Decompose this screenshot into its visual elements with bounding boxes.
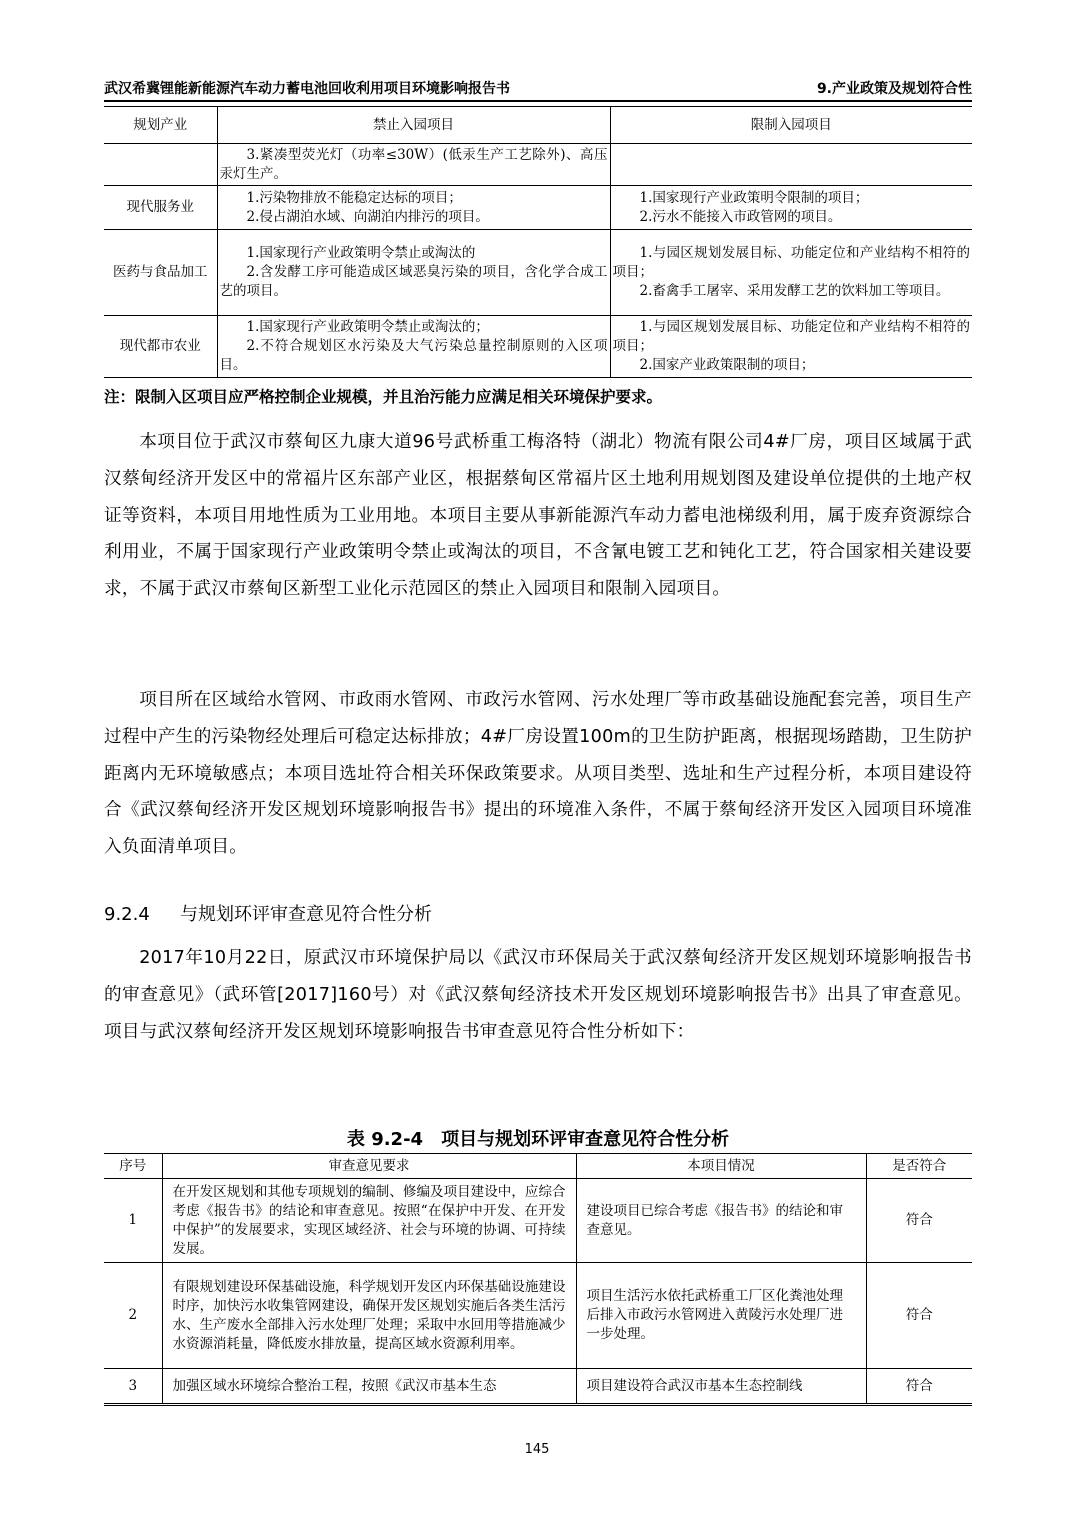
table-caption: 表 9.2-4 项目与规划环评审查意见符合性分析: [346, 1129, 730, 1150]
table-row: [104, 186, 972, 230]
row-number: 1: [104, 1179, 162, 1263]
body-paragraph: 2017年10月22日，原武汉市环境保护局以《武汉市环保局关于武汉蔡甸经济开发区规划环境影响报告书的审查意见》（武环管[2017]160号）对《武汉蔡甸经济技术开发区规划环境影响报告书》出具了审查意见。项目与武汉蔡甸经济开发区规划环境影响报告书审查意见符合性分析如下：: [104, 948, 972, 1042]
review-compliance-table: [104, 1153, 972, 1406]
project-situation: 建设项目已综合考虑《报告书》的结论和审查意见。: [576, 1179, 866, 1263]
header-document-title: 武汉希冀锂能新能源汽车动力蓄电池回收利用项目环境影响报告书: [104, 81, 510, 97]
column-header: 审查意见要求: [162, 1154, 576, 1179]
restricted-items: [610, 186, 972, 230]
body-paragraph: 本项目位于武汉市蔡甸区九康大道96号武桥重工梅洛特（湖北）物流有限公司4#厂房，项目区域属于武汉蔡甸经济开发区中的常福片区东部产业区，根据蔡甸区常福片区土地利用规划图及建设单位提供的土地产权证等资料，本项目用地性质为工业用地。本项目主要从事新能源汽车动力蓄电池梯级利用，属于废弃资源综合利用业，不属于国家现行产业政策明令禁止或淘汰的项目，不含氰电镀工艺和钝化工艺，符合国家相关建设要求，不属于武汉市蔡甸区新型工业化示范园区的禁止入园项目和限制入园项目。: [104, 432, 972, 600]
table-row: [104, 1179, 972, 1263]
column-header: 是否符合: [866, 1154, 972, 1179]
compliance-status: 符合: [866, 1263, 972, 1369]
section-number: 9.2.4: [104, 904, 150, 925]
forbidden-items: [217, 144, 610, 186]
industry-category: 现代服务业: [104, 186, 217, 230]
compliance-status: 符合: [866, 1179, 972, 1263]
section-title: 与规划环评审查意见符合性分析: [180, 904, 432, 925]
list-item: 1.国家现行产业政策明令禁止或淘汰的: [246, 245, 476, 261]
table-header-row: [104, 1154, 972, 1179]
list-item: 3.紧凑型荧光灯（功率≤30W）(低汞生产工艺除外)、高压汞灯生产。: [219, 146, 608, 182]
list-item: 2.国家产业政策限制的项目；: [639, 357, 815, 373]
list-item: 1.与园区规划发展目标、功能定位和产业结构不相符的项目；: [612, 245, 970, 280]
table-row: [104, 230, 972, 316]
compliance-status: 符合: [866, 1369, 972, 1405]
column-header: 本项目情况: [576, 1154, 866, 1179]
industry-admission-table: [104, 106, 972, 378]
list-item: 1.国家现行产业政策明令禁止或淘汰的；: [246, 319, 489, 335]
page-header: [104, 78, 972, 102]
project-situation: 项目生活污水依托武桥重工厂区化粪池处理后排入市政污水管网进入黄陵污水处理厂进一步处理。: [576, 1263, 866, 1369]
section-heading: [104, 900, 972, 926]
table-row: [104, 1263, 972, 1369]
list-item: 1.污染物排放不能稳定达标的项目；: [246, 189, 462, 206]
restricted-items: [610, 144, 972, 186]
body-paragraph: 项目所在区域给水管网、市政雨水管网、市政污水管网、污水处理厂等市政基础设施配套完善，项目生产过程中产生的污染物经处理后可稳定达标排放；4#厂房设置100m的卫生防护距离，根据现场踏勘，卫生防护距离内无环境敏感点；本项目选址符合相关环保政策要求。从项目类型、选址和生产过程分析，本项目建设符合《武汉蔡甸经济开发区规划环境影响报告书》提出的环境准入条件，不属于蔡甸经济开发区入园项目环境准入负面清单项目。: [104, 690, 972, 858]
column-header: 规划产业: [104, 107, 217, 144]
list-item: 1.与园区规划发展目标、功能定位和产业结构不相符的项目；: [612, 319, 970, 354]
list-item: 2.侵占湖泊水域、向湖泊内排污的项目。: [246, 208, 489, 225]
row-number: 2: [104, 1263, 162, 1369]
industry-category: [104, 144, 217, 186]
restricted-items: [610, 230, 972, 316]
restricted-items: [610, 316, 972, 378]
industry-category: 医药与食品加工: [104, 230, 217, 316]
forbidden-items: [217, 316, 610, 378]
page-number: 145: [524, 1442, 550, 1457]
review-requirement: 在开发区规划和其他专项规划的编制、修编及项目建设中，应综合考虑《报告书》的结论和审查意见。按照“在保护中开发、在开发中保护”的发展要求，实现区域经济、社会与环境的协调、可持续发展。: [162, 1179, 576, 1263]
review-requirement: 加强区域水环境综合整治工程，按照《武汉市基本生态: [162, 1369, 576, 1405]
table-header-row: [104, 107, 972, 144]
review-requirement: 有限规划建设环保基础设施，科学规划开发区内环保基础设施建设时序，加快污水收集管网建设，确保开发区规划实施后各类生活污水、生产废水全部排入污水处理厂处理；采取中水回用等措施减少水资源消耗量，降低废水排放量，提高区域水资源利用率。: [162, 1263, 576, 1369]
table-row: [104, 144, 972, 186]
list-item: 2.污水不能接入市政管网的项目。: [639, 208, 842, 225]
table-row: [104, 1369, 972, 1405]
table-row: [104, 316, 972, 378]
column-header: 限制入园项目: [610, 107, 972, 144]
forbidden-items: [217, 186, 610, 230]
list-item: 2.含发酵工序可能造成区域恶臭污染的项目，含化学合成工艺的项目。: [219, 264, 608, 299]
list-item: 1.国家现行产业政策明令限制的项目；: [639, 189, 869, 206]
forbidden-items: [217, 230, 610, 316]
list-item: 2.畜禽手工屠宰、采用发酵工艺的饮料加工等项目。: [639, 283, 950, 299]
column-header: 序号: [104, 1154, 162, 1179]
project-situation: 项目建设符合武汉市基本生态控制线: [576, 1369, 866, 1405]
industry-category: 现代都市农业: [104, 316, 217, 378]
table-note: 注：限制入区项目应严格控制企业规模，并且治污能力应满足相关环境保护要求。: [104, 388, 663, 406]
list-item: 2.不符合规划区水污染及大气污染总量控制原则的入区项目。: [219, 338, 608, 373]
row-number: 3: [104, 1369, 162, 1405]
header-chapter-title: 9.产业政策及规划符合性: [816, 81, 972, 97]
column-header: 禁止入园项目: [217, 107, 610, 144]
